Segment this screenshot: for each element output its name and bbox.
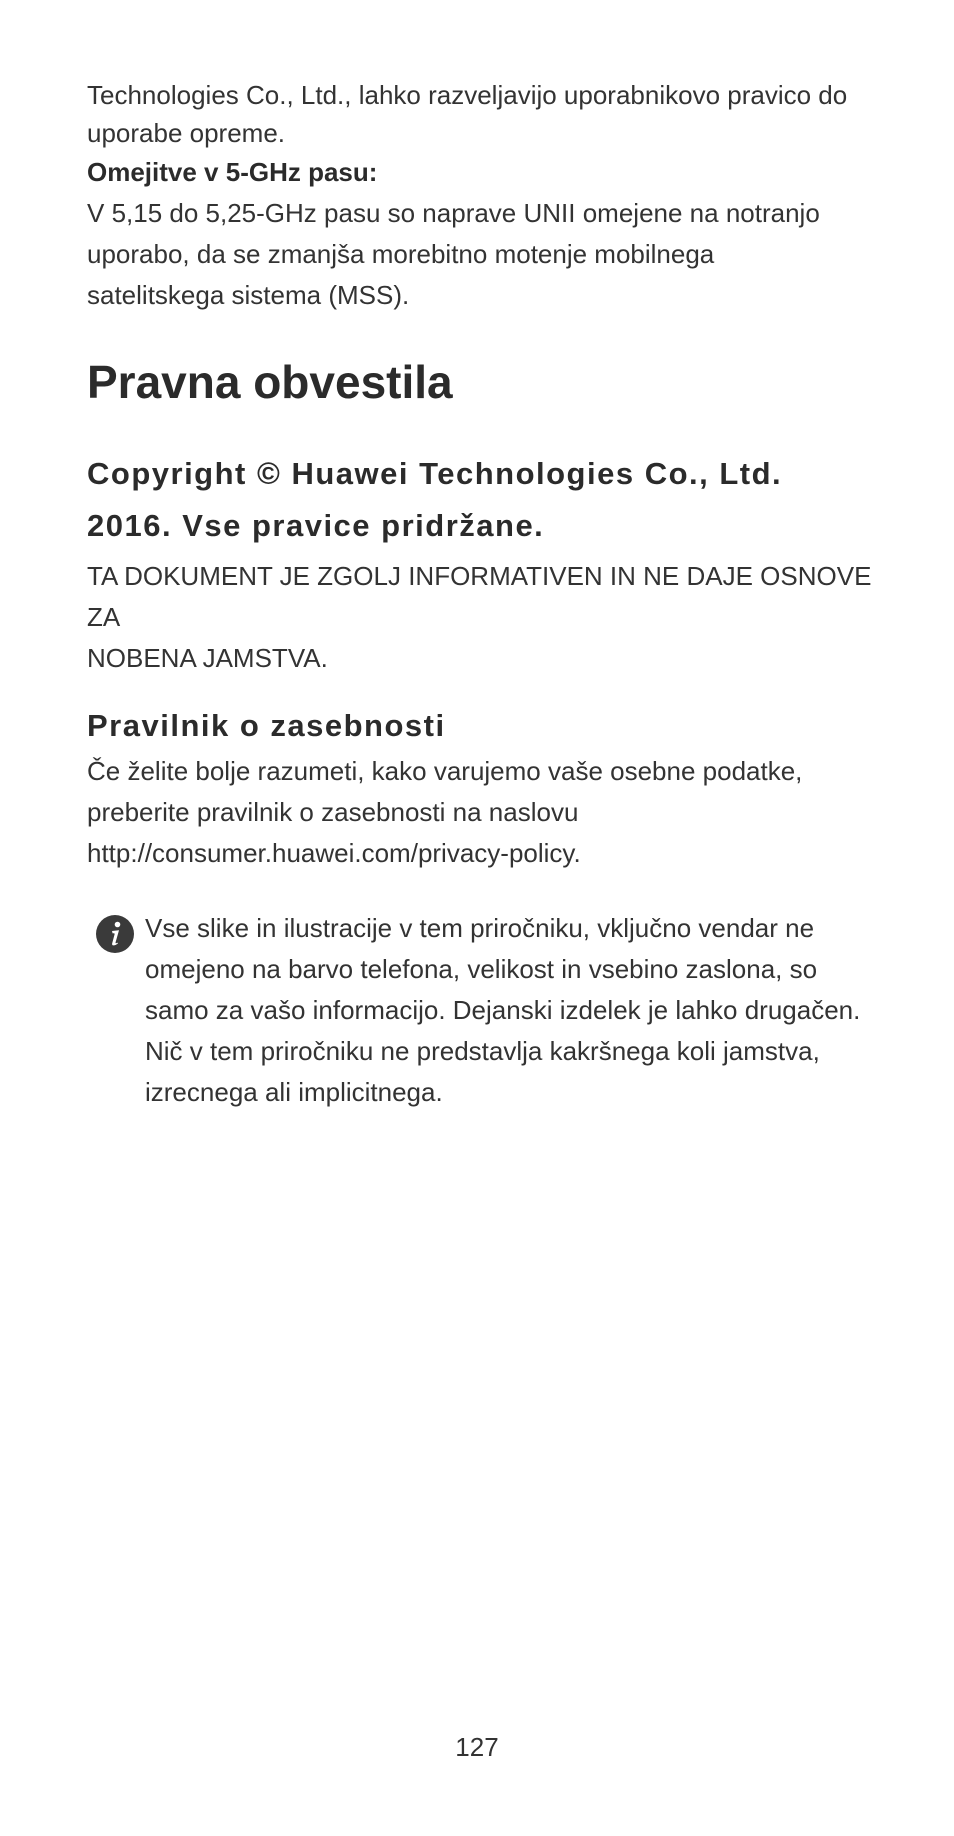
document-page (87, 76, 887, 1113)
disclaimer-line-1: TA DOKUMENT JE ZGOLJ INFORMATIVEN IN NE DAJE OSNOVE ZA (87, 561, 872, 632)
copyright-heading-line-2: 2016. Vse pravice pridržane. (87, 508, 545, 543)
info-note-text (145, 908, 887, 1113)
page-number: 127 (455, 1732, 499, 1762)
note-line-4: Nič v tem priročniku ne predstavlja kakršnega koli jamstva, (145, 1036, 820, 1066)
privacy-paragraph (87, 751, 887, 874)
privacy-policy-heading: Pravilnik o zasebnosti (87, 708, 446, 743)
legal-notices-title: Pravna obvestila (87, 356, 453, 408)
privacy-line-2: preberite pravilnik o zasebnosti na naslovu (87, 797, 579, 827)
restriction-line-3: satelitskega sistema (MSS). (87, 280, 410, 310)
info-note (87, 908, 887, 1113)
note-line-1: Vse slike in ilustracije v tem priročniku, vključno vendar ne (145, 913, 815, 943)
disclaimer-line-2: NOBENA JAMSTVA. (87, 643, 328, 673)
copyright-heading (87, 448, 887, 552)
copyright-heading-line-1: Copyright © Huawei Technologies Co., Ltd. (87, 456, 783, 491)
restriction-line-2: uporabo, da se zmanjša morebitno motenje mobilnega (87, 239, 715, 269)
top-paragraph-line-2: uporabe opreme. (87, 118, 286, 148)
top-paragraph (87, 76, 887, 152)
privacy-url: http://consumer.huawei.com/privacy-policy. (87, 838, 581, 868)
top-paragraph-line-1: Technologies Co., Ltd., lahko razveljavijo uporabnikovo pravico do (87, 80, 848, 110)
note-line-2: omejeno na barvo telefona, velikost in vsebino zaslona, so (145, 954, 818, 984)
note-line-3: samo za vašo informacijo. Dejanski izdelek je lahko drugačen. (145, 995, 861, 1025)
restriction-line-1: V 5,15 do 5,25-GHz pasu so naprave UNII omejene na notranjo (87, 198, 820, 228)
restriction-label: Omejitve v 5-GHz pasu: (87, 157, 378, 187)
privacy-line-1: Če želite bolje razumeti, kako varujemo vaše osebne podatke, (87, 756, 803, 786)
note-line-5: izrecnega ali implicitnega. (145, 1077, 443, 1107)
disclaimer-paragraph (87, 556, 887, 679)
info-icon (95, 914, 135, 954)
restriction-paragraph (87, 193, 887, 316)
